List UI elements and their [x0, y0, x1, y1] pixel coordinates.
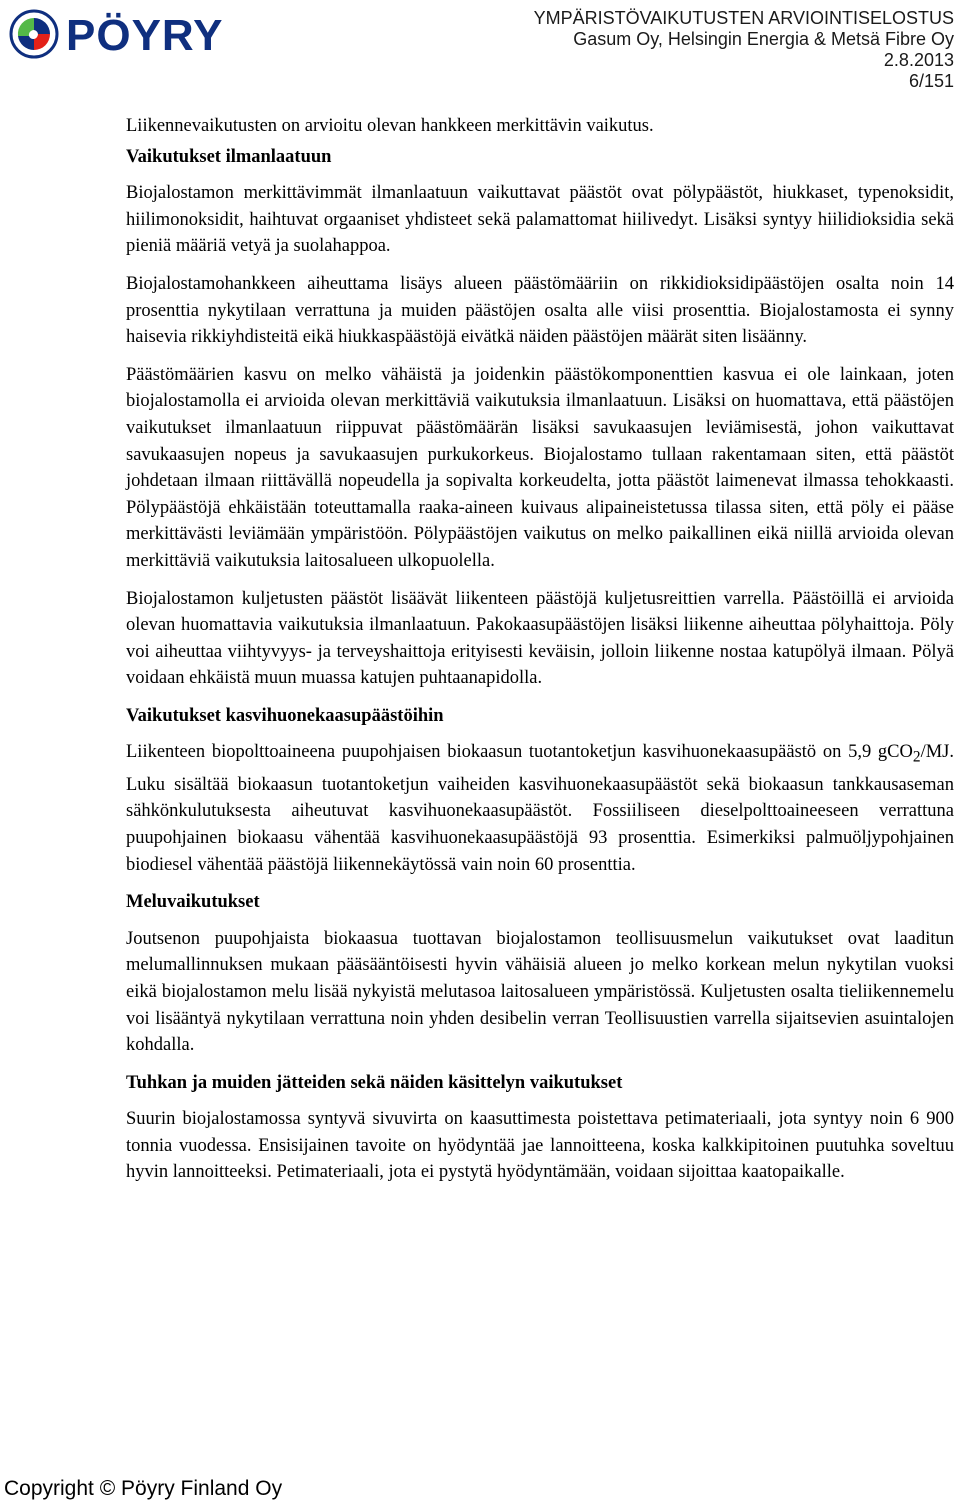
- intro-paragraph: Liikennevaikutusten on arvioitu olevan hankkeen merkittävin vaikutus.: [126, 116, 654, 136]
- poyry-logo-mark: [8, 8, 268, 60]
- noise-paragraph: Joutsenon puupohjaista biokaasua tuottavan biojalostamon teollisuusmelun vaikutukset ovat laaditun melumallinnuksen mukaan pääsääntöisesti hyvin vähäisiä alueen jo melko korkean melun nykytilan vuoksi eikä biojalostamon melu lisää nykyistä melutasoa laitosalueen ympäristössä. Kuljetusten osalta tieliikennemelu voi lisääntyä nykytilaan verrattuna noin yhden desibelin verran Teollisuustien varrella sijaitsevien asuintalojen kohdalla.: [126, 928, 954, 1056]
- ghg-text-part-2: /MJ. Luku sisältää biokaasun tuotantoketjun vaiheiden kasvihuonekaasupäästöt sekä biokaasun tankkausaseman sähkönkulutuksesta aiheutuvat kasvihuonekaasupäästöt. Fossiiliseen dieselpolttoaineeseen verrattuna puupohjainen biokaasu vähentää kasvihuonekaasupäästöjä 93 prosenttia. Esimerkiksi palmuöljypohjainen biodiesel vähentää päästöjä liikennekäytössä vain noin 60 prosenttia.: [126, 742, 954, 875]
- air-quality-paragraph-3: Päästömäärien kasvu on melko vähäistä ja joidenkin päästökomponenttien kasvua ei ole lainkaan, joten biojalostamolla ei arvioida olevan merkittäviä vaikutuksia ilmanlaatuun. Lisäksi on huomattava, että päästöjen vaikutukset ilmanlaatuun riippuvat päästömäärän lisäksi savukaasujen leviämisestä, johon vaikuttavat savukaasujen nopeus ja savukaasujen purkukorkeus. Biojalostamo tullaan rakentamaan siten, että päästöt johdetaan ilmaan riittävällä nopeudella ja sopivalta korkeudelta, jotta päästöt laimenevat ilmassa tehokkaasti. Pölypäästöjä ehkäistään toteuttamalla raaka-aineen kuivaus alipaineistetussa tilassa siten, että pöly ei pääse merkittävästi leviämään ympäristöön. Pölypäästöjen vaikutus on melko paikallinen eikä niillä arvioida olevan merkittäviä vaikutuksia laitosalueen ulkopuolella.: [126, 364, 954, 571]
- document-body: [126, 113, 954, 1197]
- section-heading-air-quality: Vaikutukset ilmanlaatuun: [126, 146, 332, 167]
- greenhouse-gas-paragraph: [126, 739, 954, 878]
- ghg-text-part-1: Liikenteen biopolttoaineena puupohjaisen biokaasun tuotantoketjun kasvihuonekaasupäästö on 5,9 gCO: [126, 742, 913, 763]
- section-heading-noise: Meluvaikutukset: [126, 892, 260, 913]
- ghg-subscript: 2: [912, 749, 921, 767]
- section-heading-greenhouse-gas: Vaikutukset kasvihuonekaasupäästöihin: [126, 705, 444, 726]
- document-date: 2.8.2013: [883, 50, 954, 70]
- air-quality-paragraph-2: Biojalostamohankkeen aiheuttama lisäys alueen päästömääriin on rikkidioksidipäästöjen osalta noin 14 prosenttia nykytilaan verrattuna ja muiden päästöjen osalta alle viisi prosenttia. Biojalostamosta ei synny haisevia rikkiyhdisteitä eikä hiukkaspäästöjä eivätkä näiden päästöjen määrät siten lisäänny.: [126, 273, 954, 348]
- section-heading-waste: Tuhkan ja muiden jätteiden sekä näiden käsittelyn vaikutukset: [126, 1072, 623, 1093]
- air-quality-paragraph-1: Biojalostamon merkittävimmät ilmanlaatuun vaikuttavat päästöt ovat pölypäästöt, hiukkaset, typenoksidit, hiilimonoksidit, haihtuvat orgaaniset yhdisteet sekä palamattomat hiilivedyt. Lisäksi syntyy hiilidioksidia sekä pieniä määriä vetyä ja suolahappoa.: [126, 183, 954, 257]
- page-number: 6/151: [908, 71, 954, 91]
- copyright-footer: Copyright © Pöyry Finland Oy: [4, 1477, 283, 1500]
- document-title: YMPÄRISTÖVAIKUTUSTEN ARVIOINTISELOSTUS: [533, 8, 954, 28]
- document-header: [534, 8, 954, 92]
- logo-wordmark: PÖYRY: [66, 11, 224, 60]
- air-quality-paragraph-4: Biojalostamon kuljetusten päästöt lisäävät liikenteen päästöjä kuljetusreittien varrella. Päästöillä ei arvioida olevan huomattavia vaikutuksia ilmanlaatuun. Pakokaasupäästöjen lisäksi liikenne aiheuttaa pölyhaittoja. Pöly voi aiheuttaa viihtyvyys- ja terveyshaittoja erityisesti keväisin, jolloin liikenne nostaa katupölyä ilmaan. Pölyä voidaan ehkäistä muun muassa katujen puhtaanapidolla.: [126, 588, 954, 689]
- waste-paragraph: Suurin biojalostamossa syntyvä sivuvirta on kaasuttimesta poistettava petimateriaali, jota syntyy noin 6 900 tonnia vuodessa. Ensisijainen tavoite on hyödyntää jae lannoitteena, koska kalkkipitoinen puutuhka soveltuu hyvin lannoitteeksi. Petimateriaali, jota ei pystytä hyödyntämään, voidaan sijoittaa kaatopaikalle.: [126, 1109, 954, 1183]
- poyry-logo: [8, 8, 268, 60]
- document-companies: Gasum Oy, Helsingin Energia & Metsä Fibre Oy: [573, 29, 954, 49]
